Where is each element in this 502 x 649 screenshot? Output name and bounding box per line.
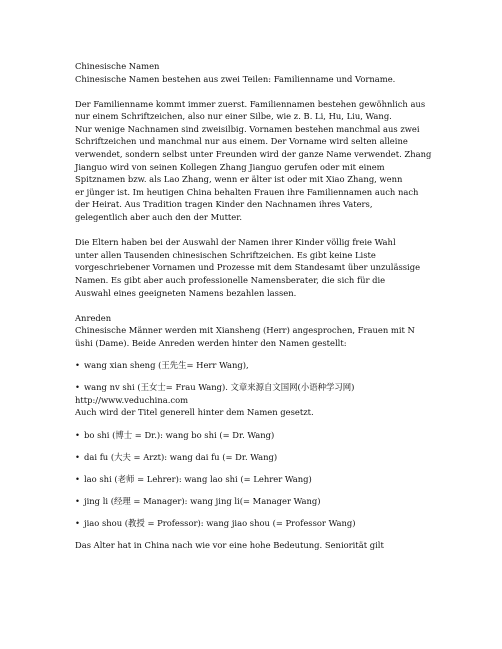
text-line: Jianguo wird von seinen Kollegen Zhang Jianguo gerufen oder mit einem — [75, 161, 385, 172]
list-item — [75, 359, 482, 372]
list-item — [75, 517, 482, 530]
document-title: Chinesische Namen — [75, 61, 160, 71]
text-line: Auswahl eines geeigneten Namens bezahlen lassen. — [75, 287, 297, 298]
bullet-icon: • — [75, 517, 80, 528]
text-line: Spitznamen bzw. als Lao Zhang, wenn er älter ist oder mit Xiao Zhang, wenn — [75, 174, 403, 185]
spacer — [75, 299, 482, 312]
list-item — [75, 495, 482, 508]
text-line: Schriftzeichen und manchmal nur aus einem. Der Vorname wird selten alleine — [75, 136, 408, 147]
text-line: üshi (Dame). Beide Anreden werden hinter den Namen gestellt: — [75, 337, 347, 348]
list-item — [75, 451, 482, 464]
bullet-icon: • — [75, 473, 80, 484]
text-line: Nur wenige Nachnamen sind zweisilbig. Vornamen bestehen manchmal aus zwei — [75, 123, 420, 134]
text-line: Namen. Es gibt aber auch professionelle Namensberater, die sich für die — [75, 274, 386, 285]
intro-line: Chinesische Namen bestehen aus zwei Teilen: Familienname und Vorname. — [75, 73, 396, 84]
bullet-icon: • — [75, 360, 80, 371]
paragraph-naming-choice — [75, 236, 482, 299]
spacer — [75, 224, 482, 237]
text-line: Auch wird der Titel generell hinter dem Namen gesetzt. — [75, 407, 314, 418]
paragraph-family-names — [75, 98, 482, 224]
bullet-icon: • — [75, 495, 80, 506]
list-item-text: wang xian sheng (王先生= Herr Wang), — [84, 360, 249, 371]
list-item-text: jing li (经理 = Manager): wang jing li(= Manager Wang) — [84, 495, 321, 506]
list-item — [75, 473, 482, 486]
bullet-icon: • — [75, 430, 80, 441]
text-line: Das Alter hat in China nach wie vor eine hohe Bedeutung. Seniorität gilt — [75, 539, 384, 550]
list-item-text: wang nv shi (王女士= Frau Wang). 文章来源自文国网(小语种学习网) — [84, 382, 355, 393]
list-item — [75, 429, 482, 442]
text-line: der Heirat. Aus Tradition tragen Kinder den Nachnamen ihres Vaters, — [75, 199, 373, 210]
spacer — [75, 85, 482, 98]
bullet-icon: • — [75, 382, 80, 393]
list-item-text: dai fu (大夫 = Arzt): wang dai fu (= Dr. Wang) — [84, 451, 278, 462]
list-item — [75, 381, 482, 394]
text-line: verwendet, sondern selbst unter Freunden wird der ganze Name verwendet. Zhang — [75, 149, 432, 160]
bullet-icon: • — [75, 451, 80, 462]
text-line: gelegentlich aber auch den der Mutter. — [75, 212, 242, 223]
spacer — [75, 349, 482, 359]
source-url: http://www.veduchina.com — [75, 394, 189, 405]
list-item-text: lao shi (老师 = Lehrer): wang lao shi (= Lehrer Wang) — [84, 473, 312, 484]
list-item-text: jiao shou (教授 = Professor): wang jiao shou (= Professor Wang) — [84, 517, 356, 528]
text-line: Chinesische Männer werden mit Xiansheng (Herr) angesprochen, Frauen mit N — [75, 325, 415, 336]
section-title: Anreden — [75, 312, 112, 323]
text-line: Die Eltern haben bei der Auswahl der Namen ihrer Kinder völlig freie Wahl — [75, 237, 396, 248]
spacer — [75, 419, 482, 429]
text-line: nur einem Schriftzeichen, also nur einer Silbe, wie z. B. Li, Hu, Liu, Wang. — [75, 111, 392, 122]
text-line: vorgeschriebener Vornamen und Prozesse mit dem Standesamt über unzulässige — [75, 262, 421, 273]
list-item-text: bo shi (博士 = Dr.): wang bo shi (= Dr. Wang) — [84, 430, 275, 441]
text-line: unter allen Tausenden chinesischen Schriftzeichen. Es gibt keine Liste — [75, 249, 376, 260]
text-line: Der Familienname kommt immer zuerst. Familiennamen bestehen gewöhnlich aus — [75, 98, 426, 109]
text-line: er jünger ist. Im heutigen China behalten Frauen ihre Familiennamen auch nach — [75, 186, 419, 197]
